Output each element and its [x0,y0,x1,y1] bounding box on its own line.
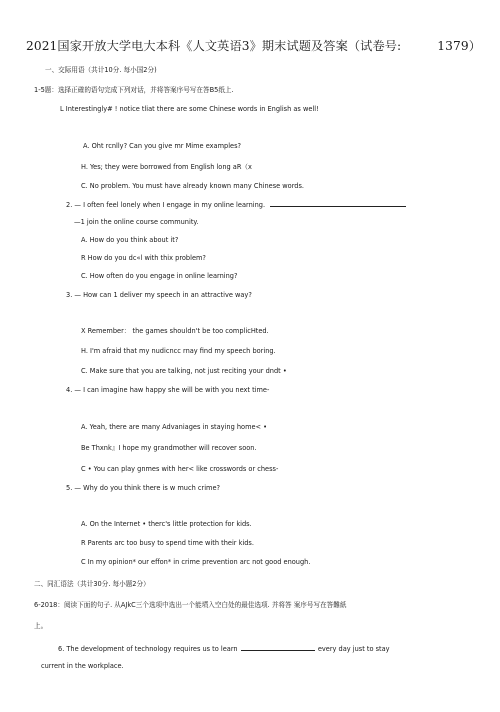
question-3-option-c: C. Make sure that you are talking, not just reciting your dndt • [81,367,287,375]
question-4-option-b: Be Thxnk』I hope my grandmother will recover soon. [81,444,257,452]
exam-code: 1379） [437,39,481,53]
question-4-stem: 4. — I can imagine haw happy she will be with you next time- [66,386,270,394]
question-3-option-a: X Remember： the games shouldn't be too complicHted. [81,327,269,335]
question-6-stem-line-2: current in the workplace. [41,662,124,670]
section-heading-vocabulary-grammar: 二、同汇语法（共计30分. 每小题2分） [34,580,150,588]
question-2-option-b: R How do you dc«l with thix problem? [81,254,206,262]
section-instruction-vocabulary-grammar: 6-2018：阅读下面的句子. 从AJkC三个选项中选出一个能墳入空白处的最佳选项. 并将答 案序号写在答難紙 [34,601,347,609]
question-1-option-a: A. Oht rcnlly? Can you give mr Mime examples? [83,142,242,150]
question-1-option-c: C. No problem. You must have already known many Chinese words. [81,182,305,190]
question-2-option-c: C. How often do you engage in online learning? [81,272,238,280]
answer-blank [241,644,315,651]
question-2-stem-reply: —1 join the online course community. [74,218,199,226]
section-instruction-vocabulary-grammar-continued: 上。 [34,622,48,630]
question-2-option-a: A. How do you think about it? [81,236,179,244]
question-1-option-b: H. Yes; they were borrowed from English long aR（x [81,163,252,171]
question-6-stem [58,644,390,653]
question-3-option-b: H. I'm afraid that my nudicncc rnay find my speech boring. [81,347,276,355]
question-5-option-a: A. On the Internet • therc's little protection for kids. [81,520,252,528]
question-4-option-a: A. Yeah, there are many Advaniages in staying home< • [81,423,268,431]
question-6-stem-text: 6. The development of technology requires us to learn [58,645,238,653]
answer-blank [270,200,406,207]
question-5-stem: 5. — Why do you think there is w much crime? [66,484,221,492]
section-instruction-communication: 1-5题：选择正確的语句完成下列对话，并将答案序号写在答B5纸上. [34,86,234,94]
question-5-option-c: C In my opinion* our effon* in crime prevention arc not good enough. [81,558,311,566]
question-1-stem: L Interestingly# ! notice tliat there are some Chinese words in English as well! [60,105,319,113]
question-3-stem: 3. — How can 1 deliver my speech in an attractive way? [66,291,252,299]
question-6-stem-text-continued: every day just to stay [317,645,390,653]
question-5-option-b: R Parents arc too busy to spend time with their kids. [81,539,254,547]
section-heading-communication: 一、交际用语（共计10分. 每小国2分) [45,66,157,74]
title-text: 2021国家开放大学电大本科《人文英语3》期末试题及答案（试卷号: [26,39,402,53]
question-4-option-c: C • You can play gnmes with her< like crosswords or chess- [81,465,279,473]
document-title [26,38,481,54]
question-2-stem-text: 2. — I often feel lonely when I engage in my online learning. [66,201,266,209]
question-2-stem [66,200,406,209]
